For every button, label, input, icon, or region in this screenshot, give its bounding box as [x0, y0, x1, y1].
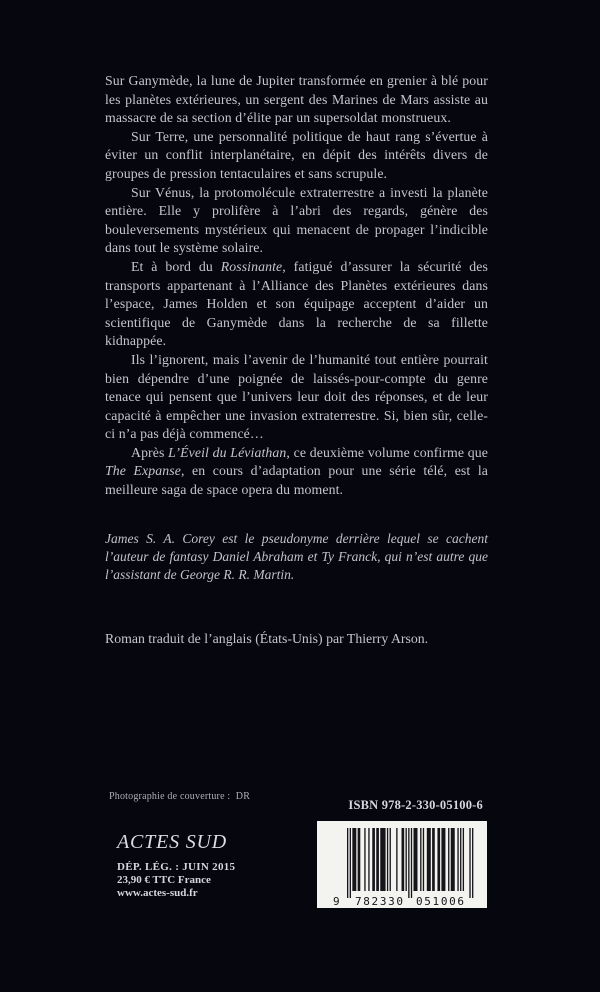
publisher-website: www.actes-sud.fr — [117, 887, 198, 899]
svg-text:782330: 782330 — [355, 895, 403, 908]
isbn-label: ISBN 978-2-330-05100-6 — [348, 798, 483, 812]
translation-credit: Roman traduit de l’anglais (États-Unis) par Thierry Arson. — [105, 630, 429, 646]
synopsis-paragraph-venus: Sur Vénus, la protomolécule extraterrestre a investi la planète entière. Elle y prolifère à l’abri des regards, génère des bouleversements mystérieux qui menacent de propager l’indicible dans tout le système solaire. — [105, 184, 488, 256]
synopsis-paragraph-humanite: Ils l’ignorent, mais l’avenir de l’humanité tout entière pourrait bien dépendre d’une poignée de laissés-pour-compte du genre tenace qui pensent que l’univers leur doit des réponses, et de leur capacité à empêcher une invasion extraterrestre. Si, bien sûr, celle-ci n’a pas déjà commencé… — [105, 351, 488, 442]
synopsis-p6-mid: , ce deuxième volume confirme que — [286, 444, 488, 460]
synopsis-paragraph-conclusion — [105, 444, 488, 500]
synopsis-p6-before: Après — [131, 444, 169, 460]
back-cover-text — [105, 72, 488, 647]
publisher-block — [117, 831, 235, 899]
photo-credit: Photographie de couverture : DR — [109, 791, 251, 802]
book-title-leviathan-italic: L’Éveil du Léviathan — [168, 444, 287, 460]
author-bio-note: James S. A. Corey est le pseudonyme derrière lequel se cachent l’auteur de fantasy Daniel Abraham et Ty Franck, qui n’est autre que l’assistant de George R. R. Martin. — [105, 530, 488, 583]
synopsis-p4-before: Et à bord du — [131, 258, 221, 274]
barcode — [317, 821, 487, 908]
series-title-expanse-italic: The Expanse — [105, 463, 181, 479]
ship-name-italic: Rossinante — [220, 258, 283, 274]
synopsis-p4-after: , fatigué d’assurer la sécurité des transports appartenant à l’Alliance des Planètes extérieures dans l’espace, James Holden et son équipage acceptent d’aider un scientifique de Ganymède dans la recherche de sa fillette kidnappée. — [105, 258, 488, 349]
synopsis-p6-after: , en cours d’adaptation pour une série télé, est la meilleure saga de space opera du moment. — [105, 463, 489, 498]
synopsis — [105, 72, 488, 500]
barcode-svg — [317, 821, 487, 908]
svg-text:9: 9 — [333, 895, 340, 908]
svg-text:051006: 051006 — [416, 895, 464, 908]
synopsis-paragraph-terre: Sur Terre, une personnalité politique de haut rang s’évertue à éviter un conflit interplanétaire, en dépit des intérêts divers de groupes de pression tentaculaires et sans scrupule. — [105, 128, 488, 181]
synopsis-paragraph-ganymede: Sur Ganymède, la lune de Jupiter transformée en grenier à blé pour les planètes extérieures, un sergent des Marines de Mars assiste au massacre de sa section d’élite par un supersoldat monstrueux. — [105, 73, 488, 126]
legal-deposit: DÉP. LÉG. : JUIN 2015 — [117, 861, 236, 873]
publisher-logo-actes-sud: ACTES SUD — [117, 831, 227, 853]
price-label: 23,90 € TTC France — [117, 874, 211, 886]
synopsis-paragraph-rossinante — [105, 258, 488, 351]
